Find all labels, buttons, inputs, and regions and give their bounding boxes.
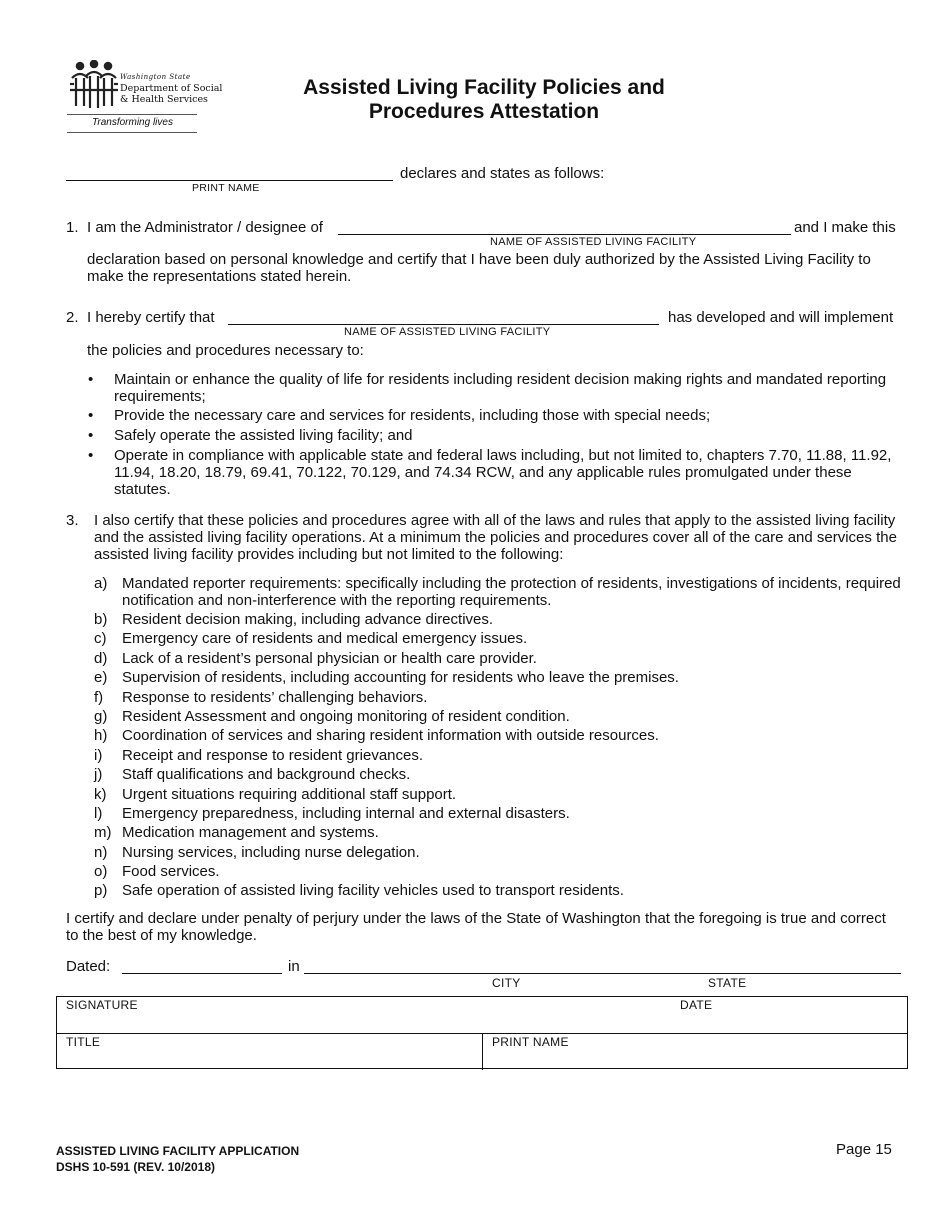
list-letter: g) — [94, 708, 108, 725]
list-letter: d) — [94, 650, 108, 667]
dshs-logo — [62, 56, 223, 136]
in-label: in — [288, 958, 300, 975]
signature-label: SIGNATURE — [66, 998, 138, 1012]
print-name-field[interactable] — [485, 1049, 905, 1067]
list-letter: a) — [94, 575, 108, 592]
list-letter: c) — [94, 630, 107, 647]
title-label: TITLE — [66, 1035, 101, 1049]
logo-rule-bottom — [67, 132, 197, 133]
item2-lead: I hereby certify that — [87, 309, 215, 326]
list-letter: l) — [94, 805, 103, 822]
list-item: Nursing services, including nurse delegation. — [122, 844, 420, 861]
item1-tail: and I make this — [794, 219, 896, 236]
item1-number: 1. — [66, 219, 79, 236]
list-item: Lack of a resident’s personal physician or health care provider. — [122, 650, 537, 667]
dated-line — [122, 973, 282, 974]
item2-facility-label: NAME OF ASSISTED LIVING FACILITY — [344, 326, 551, 338]
bullet-4-text: Operate in compliance with applicable state and federal laws including, but not limited to, chapters 7.70, 11.88, 11.92, 11.94, 18.20, 18.79, 69.41, 70.122, 70.129, and 74.34 RCW, and any applicable rules promulgated under these statutes. — [114, 447, 892, 498]
item3-text: I also certify that these policies and procedures agree with all of the laws and rules that apply to the assisted living facility and the assisted living facility operations. At a minimum the policies and procedures cover all of the care and services the assisted living facility provides including but not limited to the following: — [94, 512, 897, 563]
list-letter: j) — [94, 766, 103, 783]
page-title: Assisted Living Facility Policies and Procedures Attestation — [303, 76, 665, 123]
list-letter: n) — [94, 844, 108, 861]
list-item: Staff qualifications and background checks. — [122, 766, 411, 783]
list-letter: m) — [94, 824, 112, 841]
city-label: CITY — [492, 976, 521, 990]
declares-text: declares and states as follows: — [400, 165, 605, 182]
list-letter: e) — [94, 669, 108, 686]
list-letter: f) — [94, 689, 104, 706]
logo-rule — [67, 114, 197, 115]
bullet-2-icon: • — [88, 407, 94, 424]
print-name-label: PRINT NAME — [192, 182, 260, 194]
date-field[interactable] — [677, 1011, 905, 1031]
list-item: Emergency care of residents and medical emergency issues. — [122, 630, 528, 647]
list-letter: b) — [94, 611, 108, 628]
item1-line2: declaration based on personal knowledge and certify that I have been duly authorized by the Assisted Living Facility to — [87, 251, 871, 268]
item1-line3: make the representations stated herein. — [87, 268, 352, 285]
logo-state: Washington State — [120, 73, 191, 81]
footer-form-number: DSHS 10-591 (REV. 10/2018) — [56, 1160, 215, 1174]
list-item: Safe operation of assisted living facility vehicles used to transport residents. — [122, 882, 624, 899]
list-item: Urgent situations requiring additional staff support. — [122, 786, 457, 803]
signature-box — [56, 996, 908, 1069]
list-letter: p) — [94, 882, 108, 899]
item1-facility-line — [338, 234, 791, 235]
list-item: Response to residents’ challenging behaviors. — [122, 689, 428, 706]
list-item: Supervision of residents, including accounting for residents who leave the premises. — [122, 669, 679, 686]
print-name-label-box: PRINT NAME — [492, 1035, 569, 1049]
certify-statement: I certify and declare under penalty of perjury under the laws of the State of Washington that the foregoing is true and correct to the best of my knowledge. — [66, 910, 886, 944]
list-item: Food services. — [122, 863, 220, 880]
bullet-1-text: Maintain or enhance the quality of life for residents including resident decision making rights and mandated reporting requirements; — [114, 371, 887, 405]
signature-box-column-divider — [482, 1033, 483, 1070]
item3-number: 3. — [66, 512, 79, 529]
date-label: DATE — [680, 998, 713, 1012]
dshs-people-icon — [66, 60, 122, 112]
signature-field[interactable] — [59, 1011, 675, 1031]
item2-line2: the policies and procedures necessary to: — [87, 342, 364, 359]
list-letter: o) — [94, 863, 108, 880]
list-item: Mandated reporter requirements: specifically including the protection of residents, investigations of incidents, required notification and non-interference with the reporting requirements. — [122, 575, 901, 609]
page-number: Page 15 — [836, 1141, 892, 1158]
item2-facility-line — [228, 324, 659, 325]
declarant-name-line — [66, 180, 393, 181]
item2-tail: has developed and will implement — [668, 309, 894, 326]
list-item: Medication management and systems. — [122, 824, 379, 841]
item1-facility-label: NAME OF ASSISTED LIVING FACILITY — [490, 236, 697, 248]
dated-label: Dated: — [66, 958, 111, 975]
bullet-1-icon: • — [88, 371, 94, 388]
bullet-2-text: Provide the necessary care and services for residents, including those with special needs; — [114, 407, 711, 424]
logo-department: Department of Social & Health Services — [120, 83, 223, 105]
city-state-line — [304, 973, 901, 974]
list-item: Resident Assessment and ongoing monitoring of resident condition. — [122, 708, 570, 725]
list-item: Coordination of services and sharing resident information with outside resources. — [122, 727, 659, 744]
list-letter: h) — [94, 727, 108, 744]
list-letter: i) — [94, 747, 103, 764]
list-item: Resident decision making, including advance directives. — [122, 611, 494, 628]
list-letter: k) — [94, 786, 107, 803]
list-item: Emergency preparedness, including internal and external disasters. — [122, 805, 570, 822]
list-item: Receipt and response to resident grievances. — [122, 747, 424, 764]
title-field[interactable] — [59, 1049, 479, 1067]
state-label: STATE — [708, 976, 747, 990]
logo-tagline: Transforming lives — [92, 117, 173, 128]
item2-number: 2. — [66, 309, 79, 326]
bullet-3-text: Safely operate the assisted living facility; and — [114, 427, 413, 444]
bullet-4-icon: • — [88, 447, 94, 464]
item1-lead: I am the Administrator / designee of — [87, 219, 323, 236]
bullet-3-icon: • — [88, 427, 94, 444]
footer-form-title: ASSISTED LIVING FACILITY APPLICATION — [56, 1144, 300, 1158]
